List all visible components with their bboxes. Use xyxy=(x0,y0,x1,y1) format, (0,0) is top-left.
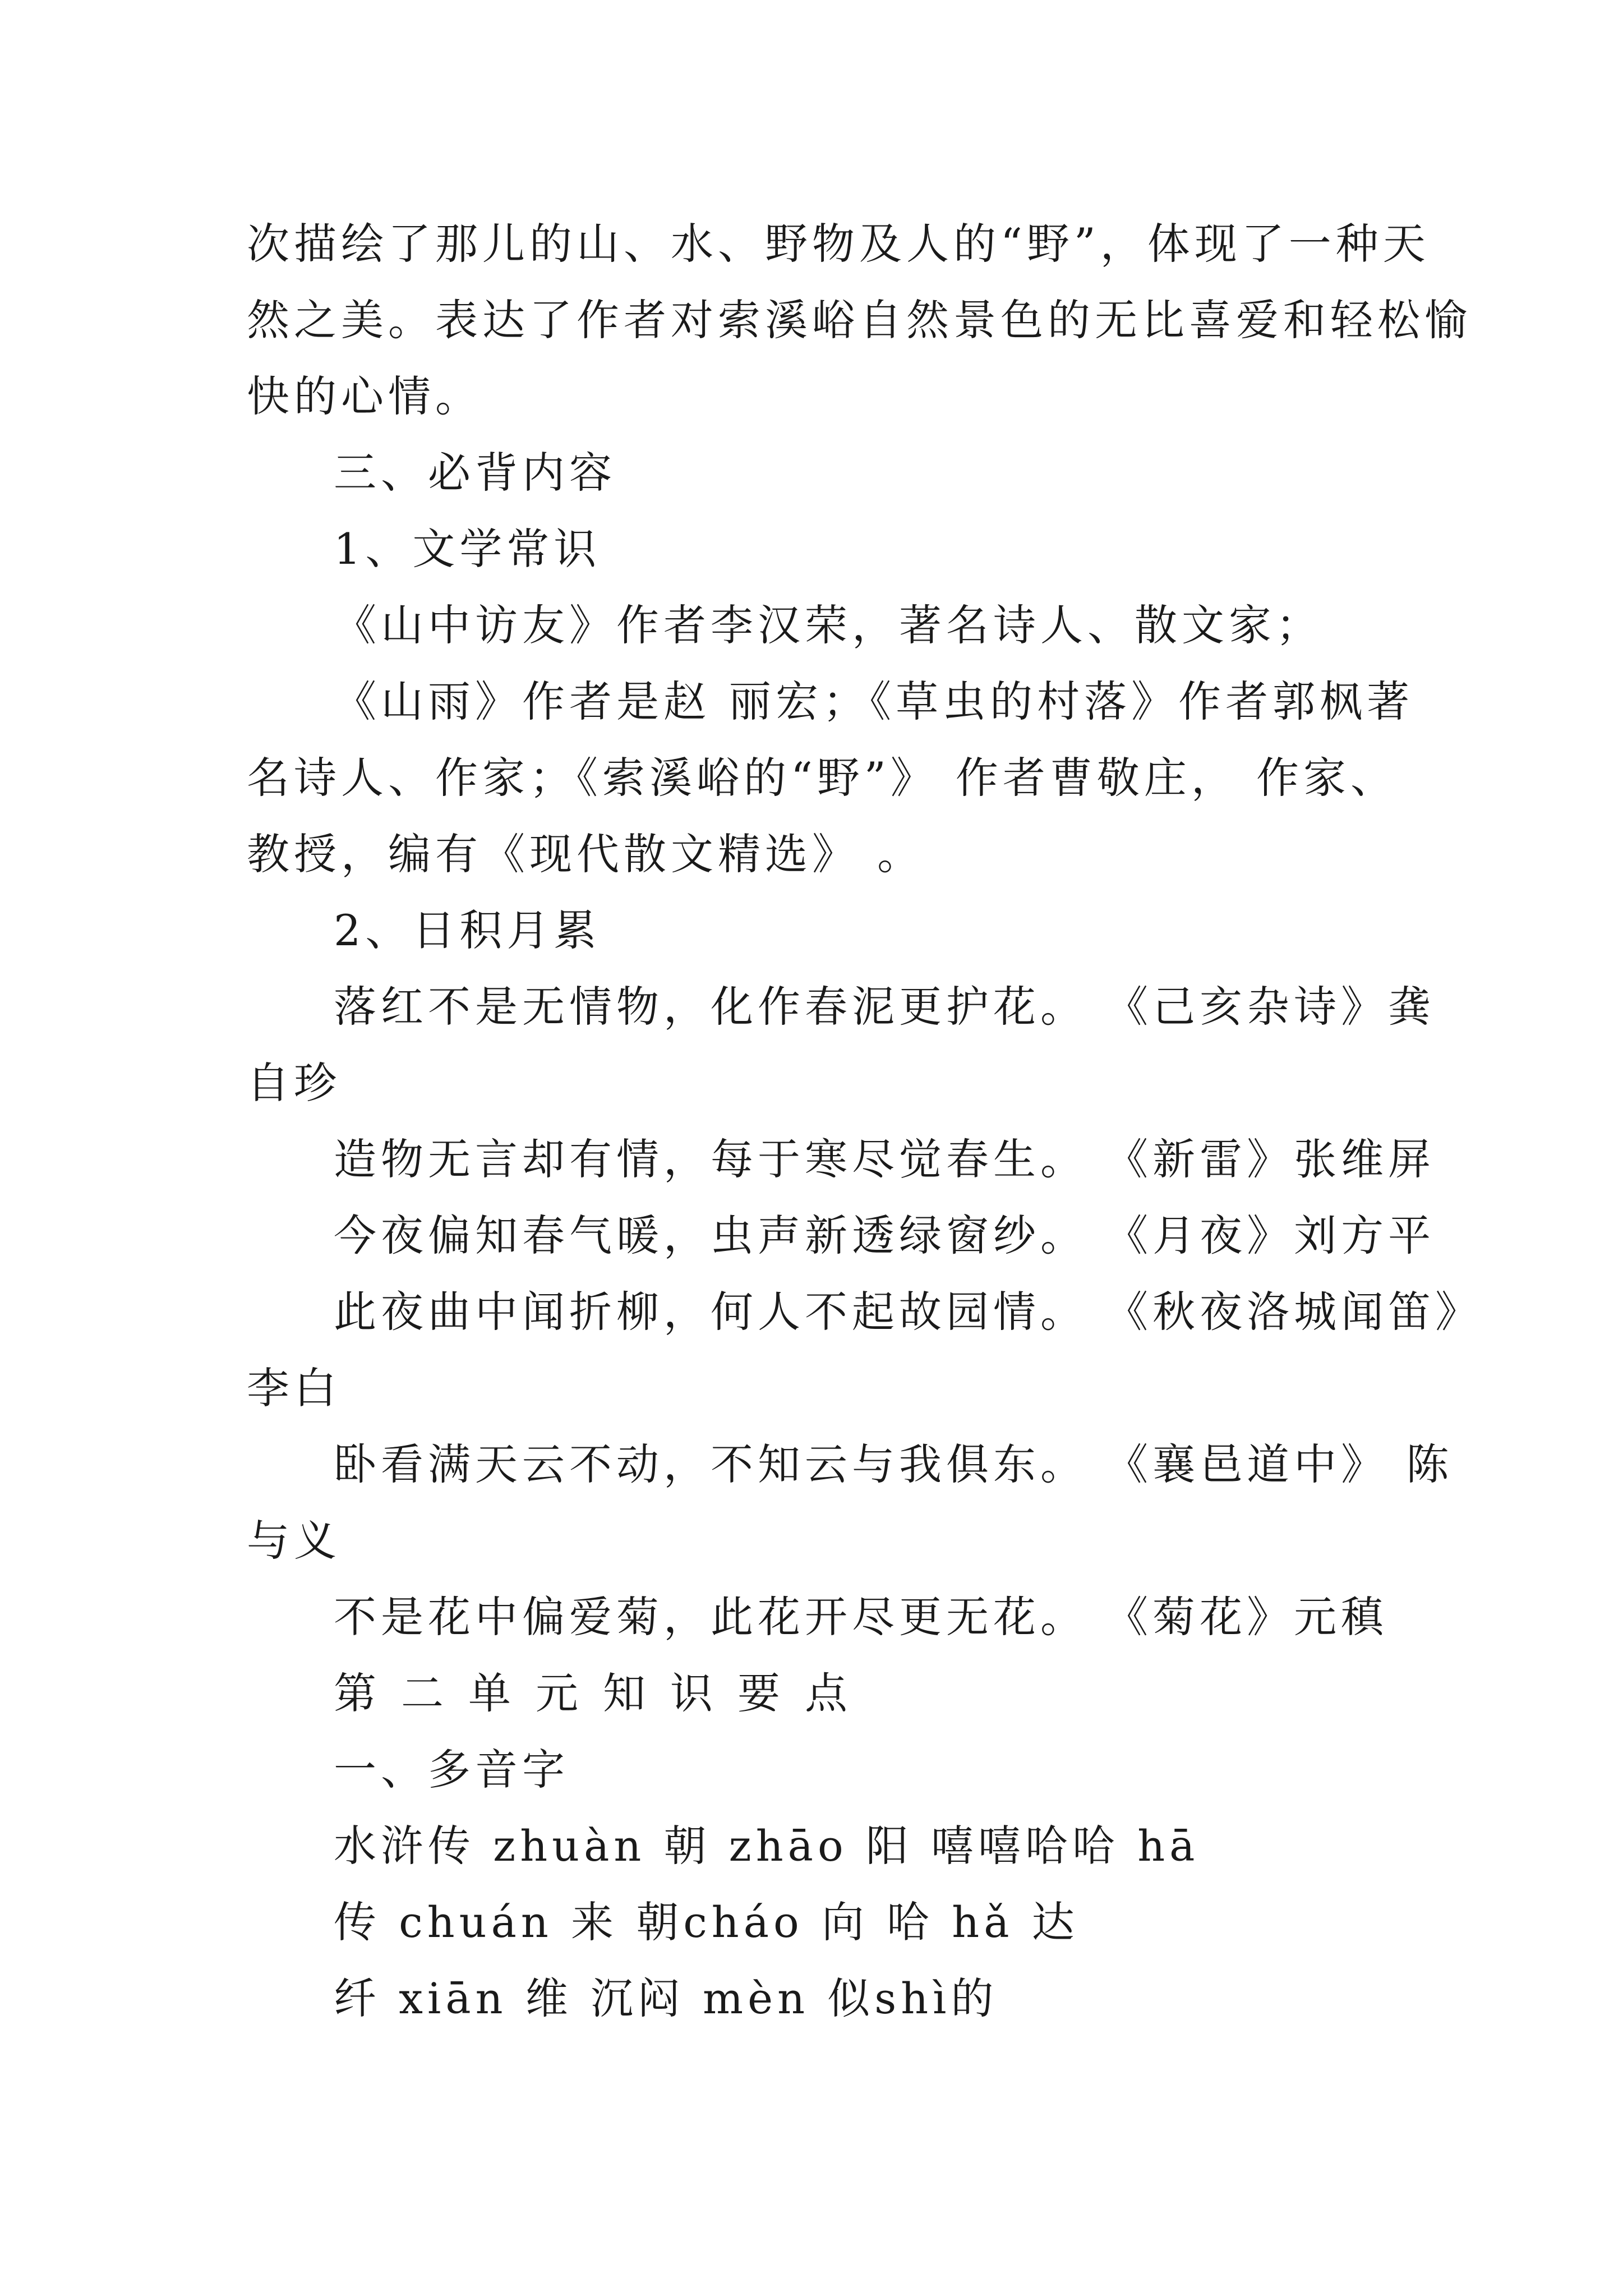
poem-line: 落红不是无情物，化作春泥更护花。 《己亥杂诗》龚 xyxy=(334,982,1436,1032)
section-heading: 一、多音字 xyxy=(334,1745,569,1795)
body-text-line: 名诗人、作家；《索溪峪的“野”》 作者曹敬庄， 作家、 xyxy=(247,753,1398,803)
unit-heading: 第二单元知识要点 xyxy=(334,1668,872,1718)
subsection-heading: 1、文学常识 xyxy=(334,524,601,574)
body-text-line: 教授，编有《现代散文精选》 。 xyxy=(247,829,925,879)
poem-author: 李白 xyxy=(247,1363,341,1413)
poem-line: 造物无言却有情，每于寒尽觉春生。 《新雷》张维屏 xyxy=(334,1134,1436,1184)
body-text-line: 快的心情。 xyxy=(247,371,482,421)
pinyin-line: 纤 xiān 维 沉闷 mèn 似shì的 xyxy=(334,1973,998,2023)
subsection-heading: 2、日积月累 xyxy=(334,905,601,955)
poem-author: 自珍 xyxy=(247,1058,341,1108)
pinyin-line: 传 chuán 来 朝cháo 向 哈 hǎ 达 xyxy=(334,1897,1079,1947)
body-text-line: 次描绘了那儿的山、水、野物及人的“野”，体现了一种天 xyxy=(247,219,1430,269)
poem-line: 今夜偏知春气暖，虫声新透绿窗纱。 《月夜》刘方平 xyxy=(334,1211,1436,1260)
poem-line: 卧看满天云不动，不知云与我俱东。 《襄邑道中》 陈 xyxy=(334,1439,1454,1489)
body-text-line: 然之美。表达了作者对索溪峪自然景色的无比喜爱和轻松愉 xyxy=(247,295,1472,345)
body-text-line: 《山雨》作者是赵 丽宏；《草虫的村落》作者郭枫著 xyxy=(334,677,1414,726)
pinyin-line: 水浒传 zhuàn 朝 zhāo 阳 嘻嘻哈哈 hā xyxy=(334,1821,1200,1871)
poem-line: 不是花中偏爱菊，此花开尽更无花。 《菊花》元稹 xyxy=(334,1592,1389,1642)
section-heading: 三、必背内容 xyxy=(334,448,616,498)
poem-line: 此夜曲中闻折柳，何人不起故园情。 《秋夜洛城闻笛》 xyxy=(334,1287,1483,1337)
body-text-line: 《山中访友》作者李汉荣，著名诗人、散文家； xyxy=(334,600,1323,650)
poem-author: 与义 xyxy=(247,1516,341,1566)
